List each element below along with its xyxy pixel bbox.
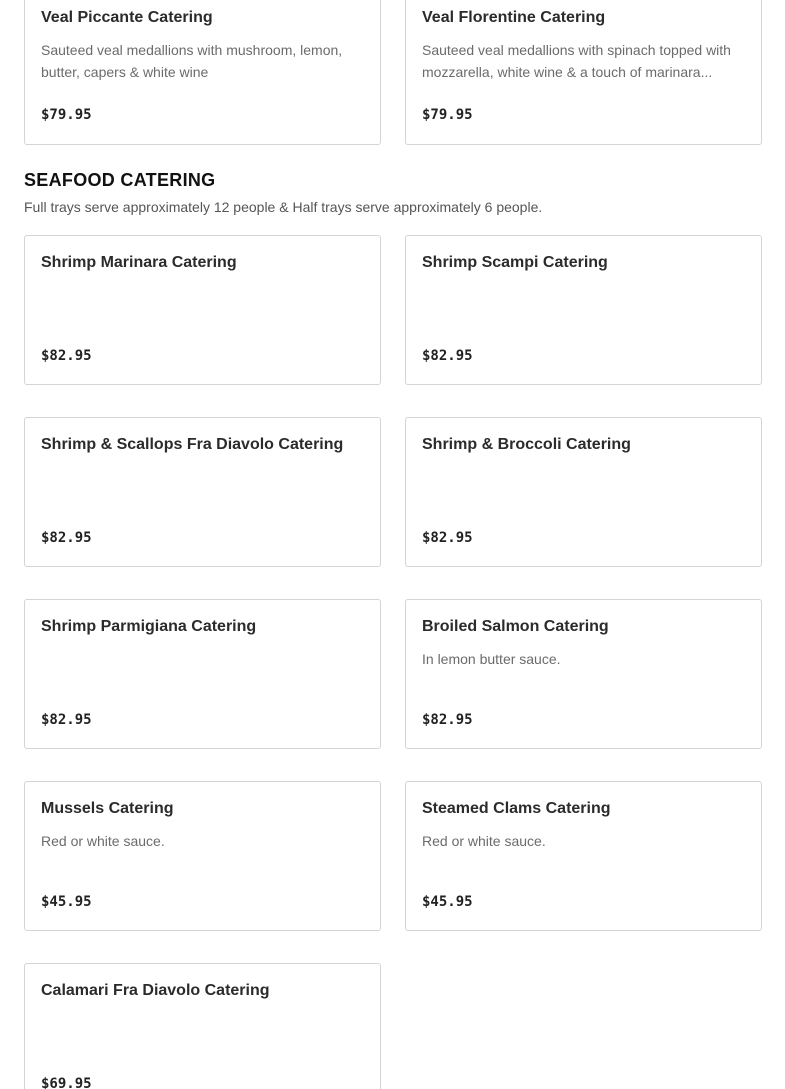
- menu-item-name: Veal Florentine Catering: [422, 9, 606, 26]
- menu-item-name: Veal Piccante Catering: [41, 9, 213, 26]
- menu-item-card[interactable]: [405, 0, 762, 145]
- menu-item-name: Calamari Fra Diavolo Catering: [41, 982, 270, 999]
- section-subtitle: Full trays serve approximately 12 people & Half trays serve approximately 6 people.: [24, 199, 543, 215]
- menu-item-price: $45.95: [41, 894, 92, 910]
- menu-item-name: Broiled Salmon Catering: [422, 618, 609, 635]
- menu-item-price: $82.95: [422, 530, 473, 546]
- menu-item-card[interactable]: [24, 235, 381, 385]
- menu-item-card[interactable]: [24, 599, 381, 749]
- menu-item-card[interactable]: [24, 0, 381, 145]
- menu-item-name: Shrimp & Broccoli Catering: [422, 436, 631, 453]
- menu-item-price: $45.95: [422, 894, 473, 910]
- menu-item-card[interactable]: [24, 781, 381, 931]
- menu-item-card[interactable]: [405, 599, 762, 749]
- menu-item-description: Red or white sauce.: [422, 833, 546, 849]
- menu-item-card[interactable]: [405, 417, 762, 567]
- menu-item-price: $82.95: [41, 530, 92, 546]
- menu-item-name: Shrimp Scampi Catering: [422, 254, 608, 271]
- menu-item-card[interactable]: [24, 417, 381, 567]
- menu-item-price: $79.95: [41, 107, 92, 123]
- menu-item-name: Shrimp & Scallops Fra Diavolo Catering: [41, 436, 344, 453]
- menu-item-name: Shrimp Marinara Catering: [41, 254, 237, 271]
- menu-item-card[interactable]: [405, 235, 762, 385]
- section-title: SEAFOOD CATERING: [24, 170, 216, 190]
- menu-item-name: Steamed Clams Catering: [422, 800, 611, 817]
- menu-item-price: $82.95: [422, 712, 473, 728]
- menu-item-name: Shrimp Parmigiana Catering: [41, 618, 257, 635]
- menu-item-price: $82.95: [41, 712, 92, 728]
- menu-item-description: Sauteed veal medallions with mushroom, lemon, butter, capers & white wine: [41, 42, 343, 80]
- menu-item-price: $82.95: [422, 348, 473, 364]
- menu-item-description: In lemon butter sauce.: [422, 651, 561, 667]
- menu-item-card[interactable]: [405, 781, 762, 931]
- menu-item-price: $69.95: [41, 1076, 92, 1089]
- menu-item-price: $79.95: [422, 107, 473, 123]
- menu-item-card[interactable]: [24, 963, 381, 1089]
- menu-item-description: Sauteed veal medallions with spinach topped with mozzarella, white wine & a touch of marinara...: [422, 42, 731, 80]
- menu-item-price: $82.95: [41, 348, 92, 364]
- menu-item-name: Mussels Catering: [41, 800, 174, 817]
- menu-item-description: Red or white sauce.: [41, 833, 165, 849]
